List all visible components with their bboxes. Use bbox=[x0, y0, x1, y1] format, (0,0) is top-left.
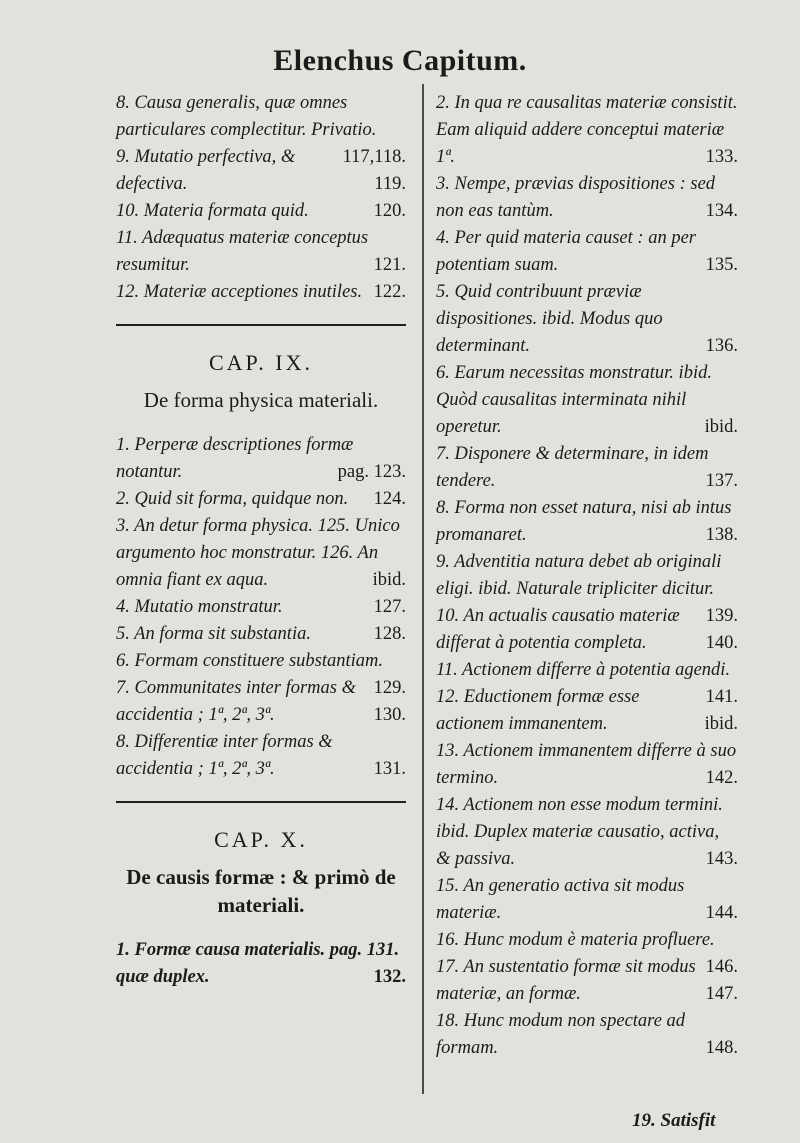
list-item: 14. Actionem non esse modum termini. ibid. Duplex materiæ causatio, activa, & passiva. 143. bbox=[436, 795, 738, 869]
entry-list bbox=[436, 90, 738, 1062]
list-item: 4. Mutatio monstratur. 127. bbox=[116, 597, 406, 617]
entry-list bbox=[116, 432, 406, 783]
list-item: 18. Hunc modum non spectare ad formam. 148. bbox=[436, 1011, 738, 1058]
list-item: 8. Differentiæ inter formas & accidentia ; 1ª, 2ª, 3ª. 131. bbox=[116, 732, 406, 779]
section-rule bbox=[116, 801, 406, 803]
page-title: Elenchus Capitum. bbox=[273, 44, 527, 77]
left-column bbox=[116, 90, 406, 991]
list-item: 5. Quid contribuunt præviæ dispositiones. ibid. Modus quo determinant. 136. bbox=[436, 282, 738, 356]
list-item: 12. Eductionem formæ esse actionem immanentem. ibid. bbox=[436, 687, 738, 734]
list-item: 3. An detur forma physica. 125. Unico argumento hoc monstratur. 126. An omnia fiant ex aqua. ibid. bbox=[116, 516, 406, 590]
catchword: 19. Satisfit bbox=[632, 1110, 716, 1131]
column-divider bbox=[422, 84, 424, 1094]
list-item: 6. Formam constituere substantiam. 129. bbox=[116, 651, 406, 698]
list-item: 3. Nempe, prævias dispositiones : sed non eas tantùm. 134. bbox=[436, 174, 738, 221]
list-item: 11. Actionem differre à potentia agendi. 141. bbox=[436, 660, 738, 707]
list-item: 7. Disponere & determinare, in idem tendere. 137. bbox=[436, 444, 738, 491]
list-item: 1. Perperæ descriptiones formæ notantur. pag. 123. bbox=[116, 435, 406, 482]
list-item: 10. An actualis causatio materiæ differat à potentia completa. 140. bbox=[436, 606, 738, 653]
chapter-title: De causis formæ : & primò de materiali. bbox=[126, 865, 396, 917]
list-item: 13. Actionem immanentem differre à suo termino. 142. bbox=[436, 741, 738, 788]
entry-list bbox=[116, 937, 406, 991]
section-rule bbox=[116, 324, 406, 326]
list-item: 12. Materiæ acceptiones inutiles. 122. bbox=[116, 282, 406, 302]
list-item: 8. Forma non esset natura, nisi ab intus promanaret. 138. bbox=[436, 498, 738, 545]
chapter-heading: CAP. X. bbox=[214, 827, 308, 852]
entry-list bbox=[116, 90, 406, 306]
list-item: 5. An forma sit substantia. 128. bbox=[116, 624, 406, 644]
list-item: 16. Hunc modum è materia profluere. 146. bbox=[436, 930, 738, 977]
list-item: 15. An generatio activa sit modus materiæ. 144. bbox=[436, 876, 738, 923]
list-item: 10. Materia formata quid. 120. bbox=[116, 201, 406, 221]
list-item: 1. Formæ causa materialis. pag. 131. quæ duplex. 132. bbox=[116, 940, 406, 987]
list-item: 7. Communitates inter formas & accidentia ; 1ª, 2ª, 3ª. 130. bbox=[116, 678, 406, 725]
list-item: 9. Mutatio perfectiva, & defectiva. 119. bbox=[116, 147, 406, 194]
list-item: 9. Adventitia natura debet ab originali eligi. ibid. Naturale tripliciter dicitur. 139. bbox=[436, 552, 738, 626]
right-column bbox=[436, 90, 738, 1062]
list-item: 11. Adæquatus materiæ conceptus resumitur. 121. bbox=[116, 228, 406, 275]
list-item: 2. Quid sit forma, quidque non. 124. bbox=[116, 489, 406, 509]
list-item: 6. Earum necessitas monstratur. ibid. Quòd causalitas interminata nihil operetur. ibid. bbox=[436, 363, 738, 437]
list-item: 8. Causa generalis, quæ omnes particulares complectitur. Privatio. 117,118. bbox=[116, 93, 406, 167]
list-item: 4. Per quid materia causet : an per potentiam suam. 135. bbox=[436, 228, 738, 275]
list-item: 17. An sustentatio formæ sit modus materiæ, an formæ. 147. bbox=[436, 957, 738, 1004]
list-item: 2. In qua re causalitas materiæ consistit. Eam aliquid addere conceptui materiæ 1ª. 133. bbox=[436, 93, 738, 167]
chapter-title: De forma physica materiali. bbox=[143, 388, 379, 412]
chapter-heading: CAP. IX. bbox=[208, 350, 314, 375]
